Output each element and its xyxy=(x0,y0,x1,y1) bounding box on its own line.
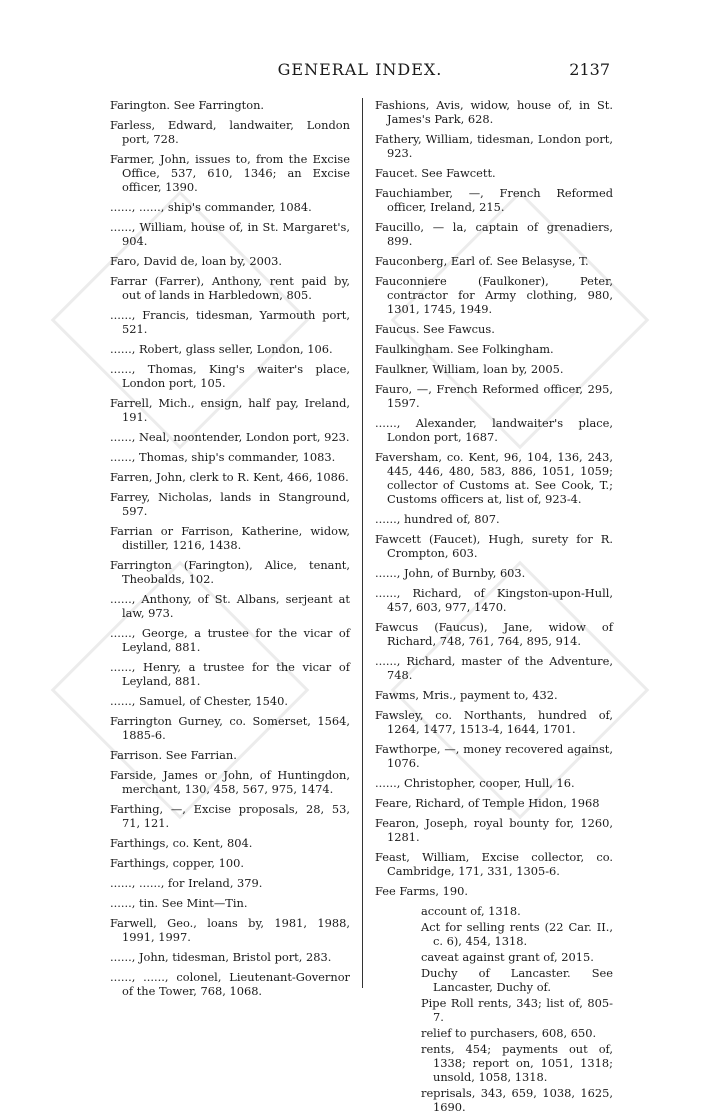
index-subentry: rents, 454; payments out of, 1338; report on, 1051, 1318; unsold, 1058, 1318. xyxy=(421,1042,613,1084)
index-subentry: account of, 1318. xyxy=(421,904,521,918)
index-entry: Farington. See Farrington. xyxy=(110,98,265,112)
index-entry: Farside, James or John, of Huntingdon, merchant, 130, 458, 567, 975, 1474. xyxy=(110,768,350,796)
index-entry: Feast, William, Excise collector, co. Cambridge, 171, 331, 1305-6. xyxy=(375,850,613,878)
index-entry: ......, Thomas, King's waiter's place, London port, 105. xyxy=(110,362,350,390)
index-entry: ......, John, of Burnby, 603. xyxy=(375,566,526,580)
index-entry: ......, Christopher, cooper, Hull, 16. xyxy=(375,776,575,790)
index-entry: Farrian or Farrison, Katherine, widow, distiller, 1216, 1438. xyxy=(110,524,350,552)
index-subentry: Pipe Roll rents, 343; list of, 805-7. xyxy=(421,996,613,1024)
index-entry: Fearon, Joseph, royal bounty for, 1260, 1281. xyxy=(375,816,613,844)
page-title: GENERAL INDEX. xyxy=(277,60,443,79)
index-entry: Farmer, John, issues to, from the Excise Office, 537, 610, 1346; an Excise officer, 1390. xyxy=(110,152,350,194)
index-entry: Fathery, William, tidesman, London port, 923. xyxy=(375,132,613,160)
index-entry: Fawms, Mris., payment to, 432. xyxy=(375,688,558,702)
index-entry: ......, Richard, of Kingston-upon-Hull, 457, 603, 977, 1470. xyxy=(375,586,613,614)
column-divider xyxy=(362,98,363,988)
index-entry: ......, William, house of, in St. Margaret's, 904. xyxy=(110,220,350,248)
index-entry: Farrell, Mich., ensign, half pay, Ireland, 191. xyxy=(110,396,350,424)
index-column-right xyxy=(375,98,613,1116)
index-entry: Fawsley, co. Northants, hundred of, 1264, 1477, 1513-4, 1644, 1701. xyxy=(375,708,613,736)
index-entry: Farrington (Farington), Alice, tenant, Theobalds, 102. xyxy=(110,558,350,586)
index-entry: ......, Francis, tidesman, Yarmouth port, 521. xyxy=(110,308,350,336)
index-entry: Fauconberg, Earl of. See Belasyse, T. xyxy=(375,254,589,268)
index-column-left xyxy=(110,98,350,1004)
index-entry: Fauro, —, French Reformed officer, 295, 1597. xyxy=(375,382,613,410)
index-entry: Faro, David de, loan by, 2003. xyxy=(110,254,282,268)
index-entry: Faulkner, William, loan by, 2005. xyxy=(375,362,564,376)
index-entry: Farthings, copper, 100. xyxy=(110,856,244,870)
index-entry: Fauconniere (Faulkoner), Peter, contractor for Army clothing, 980, 1301, 1745, 1949. xyxy=(375,274,613,316)
index-entry: ......, ......, for Ireland, 379. xyxy=(110,876,263,890)
index-subentry: Act for selling rents (22 Car. II., c. 6), 454, 1318. xyxy=(421,920,613,948)
index-entry: Farthings, co. Kent, 804. xyxy=(110,836,253,850)
index-entry: ......, Richard, master of the Adventure, 748. xyxy=(375,654,613,682)
index-entry: Fee Farms, 190. xyxy=(375,884,468,898)
page-number: 2137 xyxy=(569,60,610,79)
index-entry: ......, Henry, a trustee for the vicar of Leyland, 881. xyxy=(110,660,350,688)
index-entry: ......, tin. See Mint—Tin. xyxy=(110,896,248,910)
index-entry: Farthing, —, Excise proposals, 28, 53, 71, 121. xyxy=(110,802,350,830)
index-entry: Farrison. See Farrian. xyxy=(110,748,237,762)
index-entry: Fauchiamber, —, French Reformed officer, Ireland, 215. xyxy=(375,186,613,214)
index-entry: Feare, Richard, of Temple Hidon, 1968 xyxy=(375,796,600,810)
index-entry: Fawcett (Faucet), Hugh, surety for R. Crompton, 603. xyxy=(375,532,613,560)
index-entry: ......, ......, ship's commander, 1084. xyxy=(110,200,312,214)
index-entry: ......, Samuel, of Chester, 1540. xyxy=(110,694,289,708)
index-entry: Faucet. See Fawcett. xyxy=(375,166,496,180)
index-entry: Farrar (Farrer), Anthony, rent paid by, out of lands in Harbledown, 805. xyxy=(110,274,350,302)
index-entry: ......, Anthony, of St. Albans, serjeant at law, 973. xyxy=(110,592,350,620)
index-entry: Faucus. See Fawcus. xyxy=(375,322,495,336)
index-entry: Faversham, co. Kent, 96, 104, 136, 243, 445, 446, 480, 583, 886, 1051, 1059; collector of Customs at. See Cook, T.; Customs officers at, list of, 923-4. xyxy=(375,450,613,506)
index-entry: Farren, John, clerk to R. Kent, 466, 1086. xyxy=(110,470,349,484)
index-subentry: reprisals, 343, 659, 1038, 1625, 1690. xyxy=(421,1086,613,1114)
index-entry: ......, Robert, glass seller, London, 106. xyxy=(110,342,333,356)
index-entry: Fashions, Avis, widow, house of, in St. James's Park, 628. xyxy=(375,98,613,126)
index-entry: Faulkingham. See Folkingham. xyxy=(375,342,554,356)
index-subentry: Duchy of Lancaster. See Lancaster, Duchy of. xyxy=(421,966,613,994)
index-entry: ......, Thomas, ship's commander, 1083. xyxy=(110,450,336,464)
index-entry: Farrey, Nicholas, lands in Stanground, 597. xyxy=(110,490,350,518)
index-entry: ......, John, tidesman, Bristol port, 283. xyxy=(110,950,332,964)
index-subentry: caveat against grant of, 2015. xyxy=(421,950,594,964)
index-entry: Fawcus (Faucus), Jane, widow of Richard, 748, 761, 764, 895, 914. xyxy=(375,620,613,648)
index-entry: ......, Neal, noontender, London port, 923. xyxy=(110,430,350,444)
index-entry: ......, hundred of, 807. xyxy=(375,512,500,526)
index-entry: Farrington Gurney, co. Somerset, 1564, 1885-6. xyxy=(110,714,350,742)
page-header xyxy=(110,60,610,86)
index-entry: Faucillo, — la, captain of grenadiers, 899. xyxy=(375,220,613,248)
index-entry: Farless, Edward, landwaiter, London port, 728. xyxy=(110,118,350,146)
index-entry: Fawthorpe, —, money recovered against, 1076. xyxy=(375,742,613,770)
index-entry: ......, Alexander, landwaiter's place, London port, 1687. xyxy=(375,416,613,444)
index-subentry: relief to purchasers, 608, 650. xyxy=(421,1026,597,1040)
index-entry: ......, ......, colonel, Lieutenant-Governor of the Tower, 768, 1068. xyxy=(110,970,350,998)
index-entry: ......, George, a trustee for the vicar of Leyland, 881. xyxy=(110,626,350,654)
index-entry: Farwell, Geo., loans by, 1981, 1988, 1991, 1997. xyxy=(110,916,350,944)
